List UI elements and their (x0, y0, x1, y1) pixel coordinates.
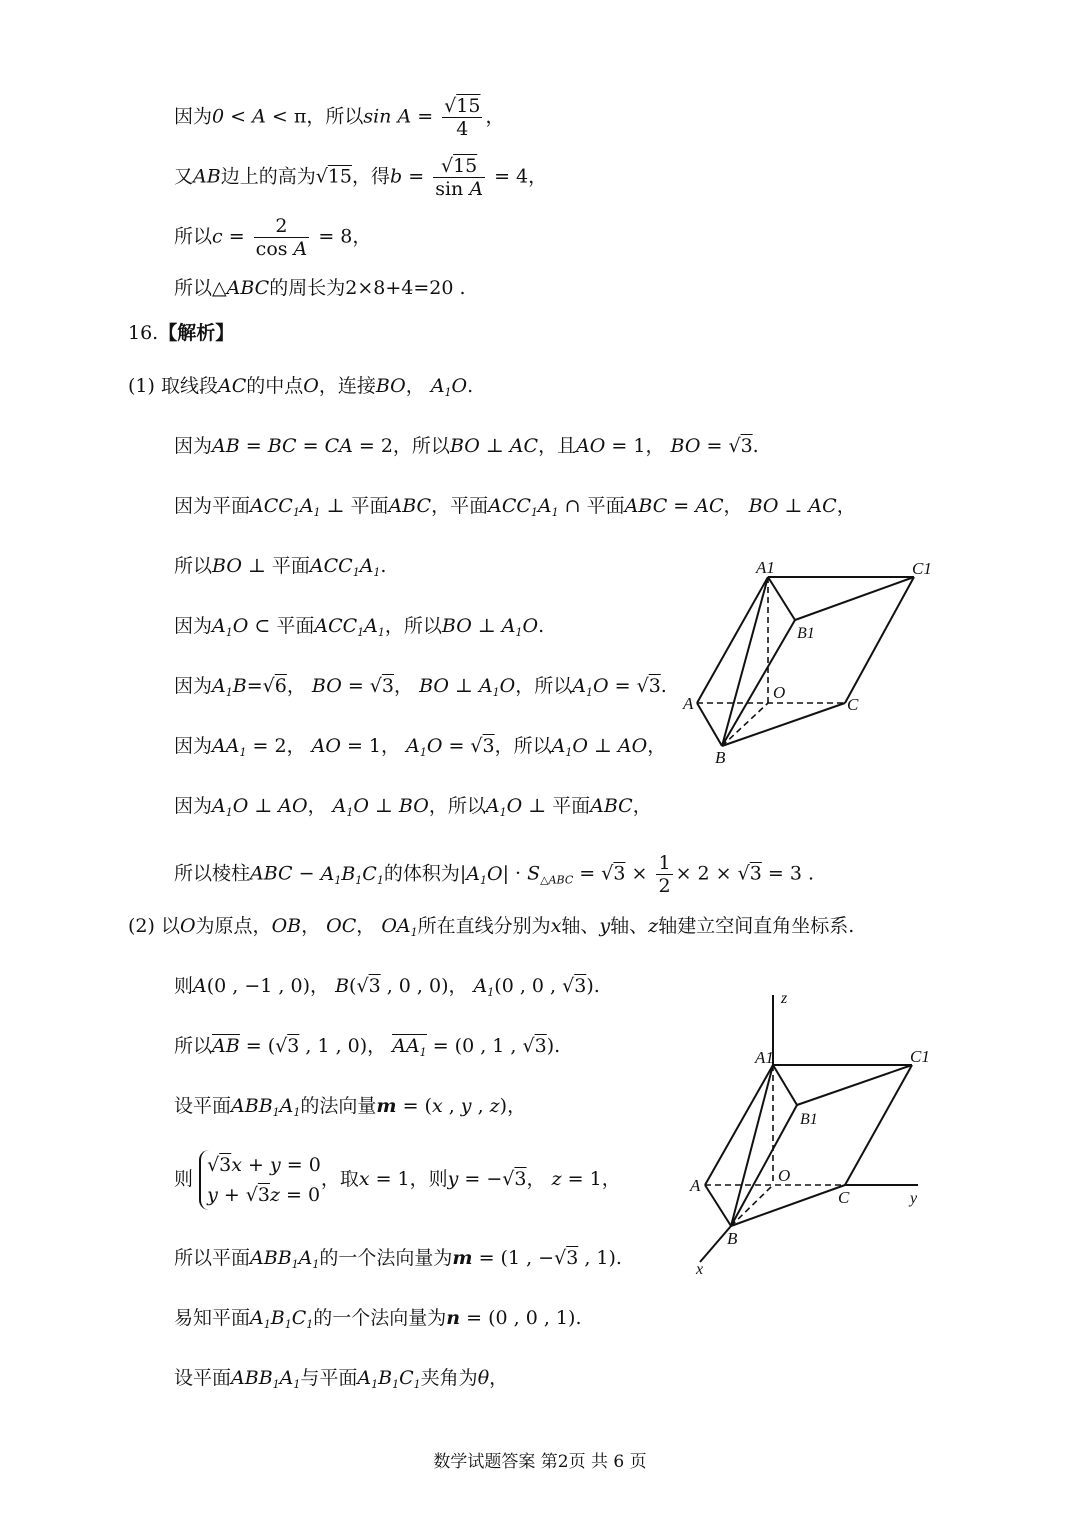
line-14: 所以棱柱ABC − $A_1B_1C_1$的体积为$|A_1O| \cdot S_{\triangle ABC} = √3$ × $\frac{1}{2}$ × 2 × √3 = 3 . (174, 852, 814, 897)
edge-AB (697, 703, 722, 746)
line-19: 则 √3x + y = 0 y + √3z = 0 ，取x = 1，则y = −√3， z = 1， (174, 1150, 621, 1210)
label-B1: B1 (797, 625, 815, 642)
edge-B1C1 (795, 577, 914, 620)
coordinate-figure (680, 985, 940, 1280)
line-21: 易知平面$A_1B_1C_1$的一个法向量为n = (0 , 0 , 1). (174, 1307, 582, 1331)
line-15: (2) 以O为原点，OB， OC， $OA_1$所在直线分别为x轴、y轴、z轴建立空间直角坐标系. (128, 915, 855, 939)
line-11: 因为$A_1B=√6$， BO = √3， BO ⊥ $A_1O$，所以$A_1O = √3$. (174, 675, 667, 699)
line-16: 则A(0 , −1 , 0)， B(√3 , 0 , 0)， $A_1(0$ , 0 , √3). (174, 975, 600, 999)
edge-AB (705, 1185, 731, 1226)
label-O: O (773, 683, 786, 702)
line-20: 所以平面$ABB_1A_1$的一个法向量为m = (1 , −√3 , 1). (174, 1247, 622, 1271)
line-22: 设平面$ABB_1A_1$与平面$A_1B_1C_1$夹角为θ， (174, 1367, 509, 1391)
label-C: C (847, 695, 859, 714)
segment-BO (722, 703, 768, 746)
edge-CC1 (845, 577, 914, 703)
label-y: y (910, 1190, 918, 1207)
line-17: 所以AB = (√3 , 1 , 0)， $AA_1 = (0$ , 1 , √3). (174, 1033, 560, 1066)
edge-BC (731, 1185, 845, 1226)
label-C1: C1 (912, 559, 932, 578)
line-1: 因为0 < A < π，所以sin A = $\frac{√15}{4}$ ， (174, 95, 505, 140)
line-12: 因为$AA_1 = 2$， AO = 1， $A_1O = √3$，所以$A_1O$ ⊥ AO， (174, 735, 667, 759)
edge-A1B1 (773, 1065, 797, 1105)
edge-A1B (722, 577, 768, 746)
equation-system: √3x + y = 0 y + √3z = 0 (199, 1150, 321, 1210)
edge-A1B1 (768, 577, 795, 620)
label-B: B (715, 748, 726, 767)
edge-CC1 (845, 1065, 912, 1185)
label-z: z (781, 990, 788, 1007)
line-9: 所以BO ⊥ 平面$ACC_1A_1$. (174, 555, 387, 579)
line-3: 所以c = $\frac{2}{\text{cos A}}$ = 8， (174, 215, 372, 260)
label-C: C (838, 1188, 850, 1207)
label-x: x (696, 1261, 704, 1278)
prism-figure (670, 550, 940, 780)
edge-A1B (731, 1065, 773, 1226)
edge-B1C1 (797, 1065, 912, 1105)
line-7: 因为AB = BC = CA = 2，所以BO ⊥ AC，且AO = 1， BO = √3. (174, 435, 759, 457)
label-A: A (683, 694, 694, 713)
line-4: 所以△ABC的周长为2×8+4=20 . (174, 277, 466, 299)
line-10: 因为$A_1O$ ⊂ 平面$ACC_1A_1$，所以BO ⊥ $A_1O$. (174, 615, 545, 639)
label-B: B (727, 1229, 738, 1248)
line-6: (1) 取线段AC的中点O，连接BO， $A_1O$. (128, 375, 474, 399)
fraction: $\frac{√15}{4}$ (444, 95, 481, 140)
label-A: A (690, 1176, 701, 1195)
label-O: O (778, 1166, 791, 1185)
label-A1: A1 (756, 558, 775, 577)
fraction: $\frac{2}{\text{cos A}}$ (255, 215, 308, 260)
fraction: $\frac{√15}{\text{sin A}}$ (435, 155, 484, 200)
label-A1: A1 (755, 1048, 774, 1067)
page-footer: 数学试题答案 第2页 共 6 页 (433, 1452, 647, 1472)
section-heading: 16.【解析】 (128, 322, 235, 344)
label-C1: C1 (910, 1047, 930, 1066)
line-18: 设平面$ABB_1A_1$的法向量m = (x , y , z)， (174, 1095, 527, 1119)
line-2: 又AB边上的高为√15，得b = $\frac{√15}{\text{sin A}}$ = 4， (174, 155, 548, 200)
fraction: $\frac{1}{2}$ (658, 852, 671, 897)
label-B1: B1 (800, 1111, 818, 1128)
line-8: 因为平面$ACC_1A_1$ ⊥ 平面ABC，平面$ACC_1A_1$ ∩ 平面ABC = AC， BO ⊥ AC， (174, 495, 856, 519)
edge-BC (722, 703, 845, 746)
line-13: 因为$A_1O$ ⊥ AO， $A_1O$ ⊥ BO，所以$A_1O$ ⊥ 平面ABC， (174, 795, 652, 819)
